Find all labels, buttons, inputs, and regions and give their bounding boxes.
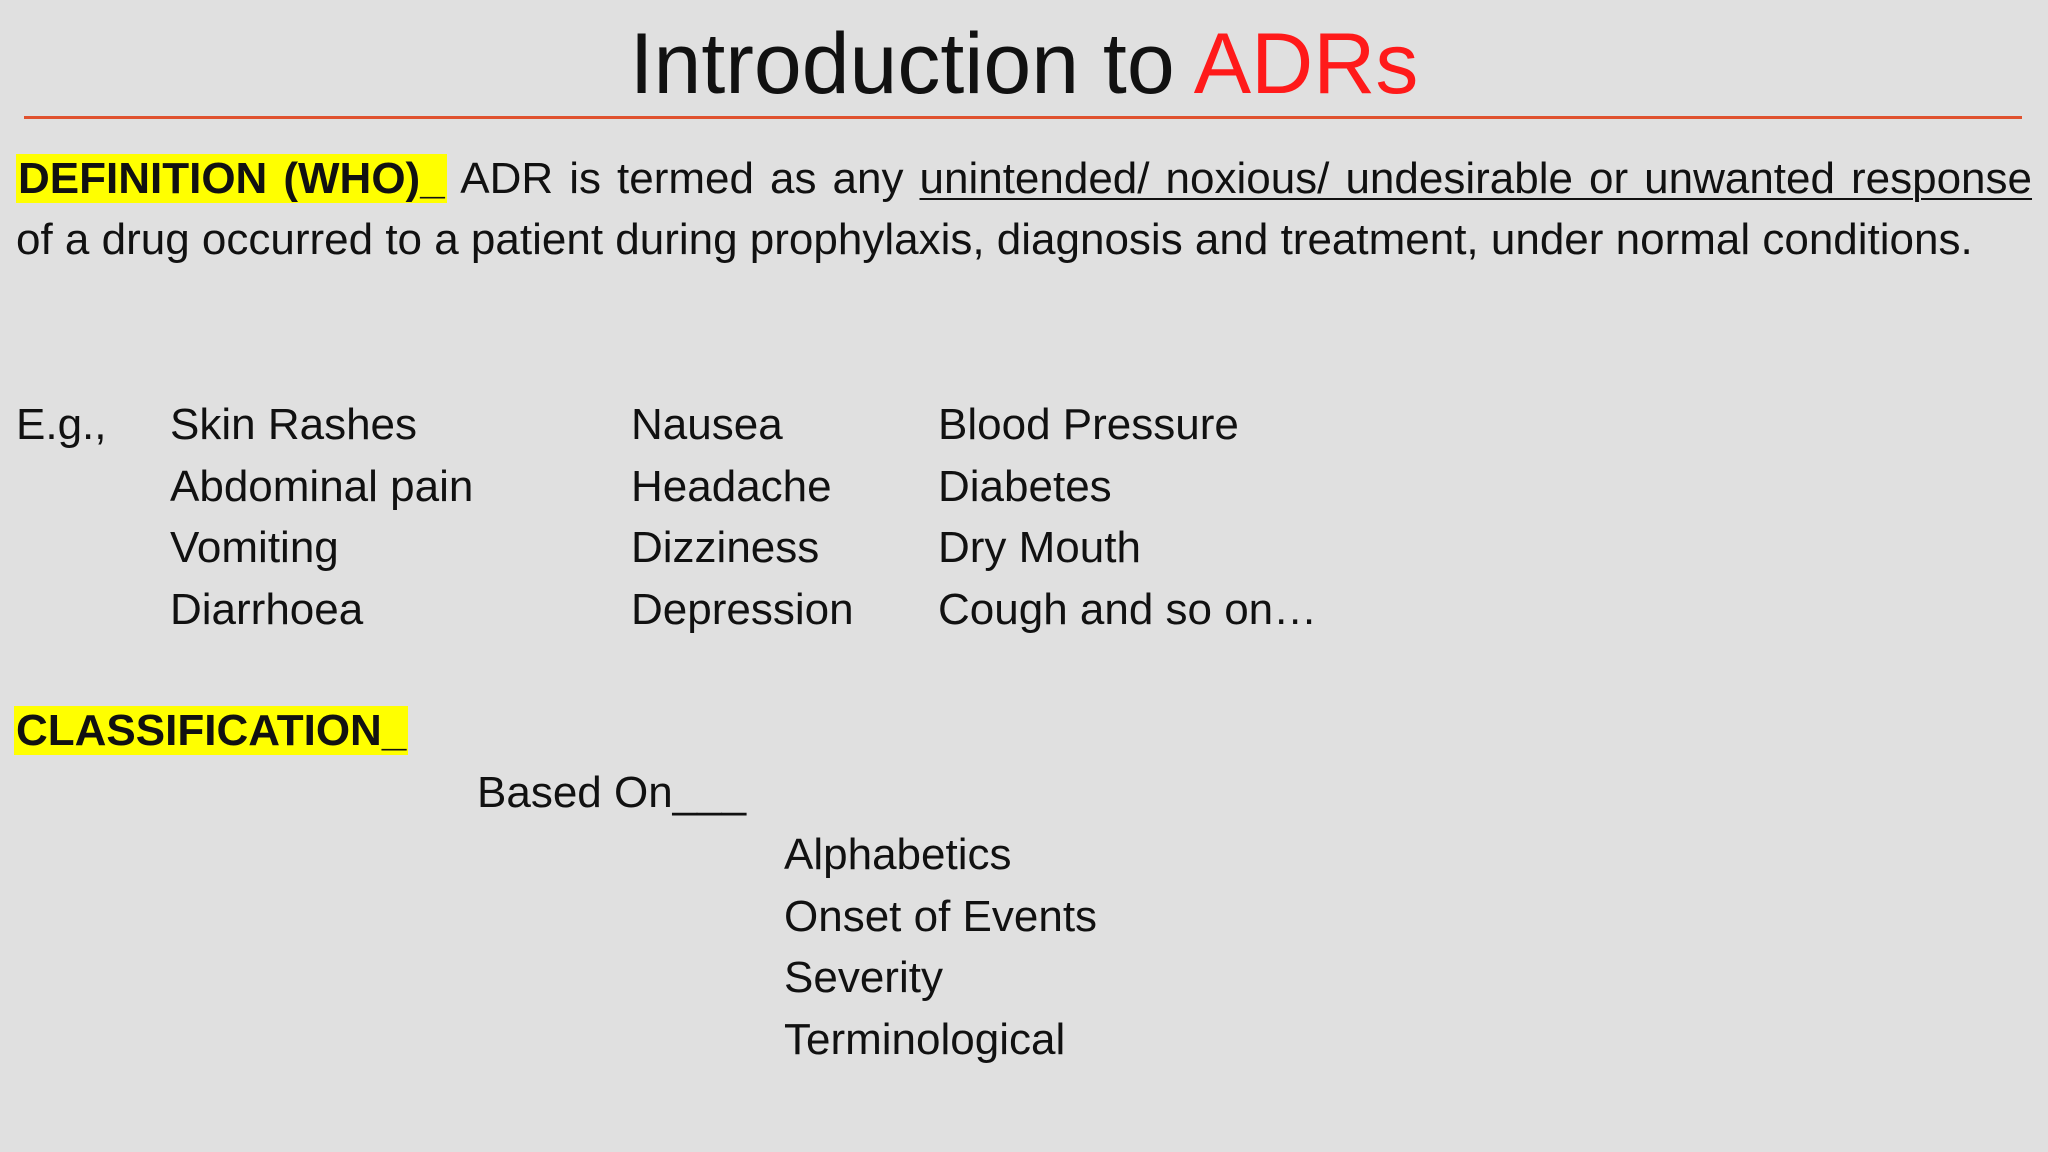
classification-basis-list [784,824,1097,1070]
title-prefix: Introduction to [629,16,1194,112]
basis-item: Alphabetics [784,830,1012,879]
slide-title [0,12,2048,116]
definition-label: DEFINITION (WHO)_ [18,154,445,203]
title-divider [24,116,2022,119]
examples-column-2 [631,394,854,640]
classification-label-row [14,700,408,761]
based-on-label: Based On___ [477,768,747,817]
classification-label: CLASSIFICATION_ [16,706,407,755]
example-item: Headache [631,461,832,511]
example-item: Nausea [631,400,783,449]
example-item: Skin Rashes [170,400,418,449]
examples-column-1 [170,394,473,640]
example-item: Vomiting [170,523,339,572]
basis-item: Onset of Events [784,891,1098,941]
example-item: Abdominal pain [170,461,474,511]
examples-label: E.g., [16,400,107,449]
example-item: Cough and so on… [938,584,1318,634]
basis-item: Severity [784,953,943,1002]
definition-underlined-text: unintended/ noxious/ undesirable or unwanted response [919,154,2033,203]
example-item: Dizziness [631,523,820,572]
basis-item: Terminological [784,1014,1066,1064]
example-item: Diabetes [938,461,1112,511]
example-item: Depression [631,584,854,634]
example-item: Dry Mouth [938,523,1141,572]
definition-text-after: of a drug occurred to a patient during prophylaxis, diagnosis and treatment, under normal conditions. [16,215,1973,264]
title-accent: ADRs [1193,16,1419,112]
definition-text-before: ADR is termed as any [446,154,920,203]
example-item: Diarrhoea [170,584,364,634]
examples-column-3 [938,394,1317,640]
definition-paragraph [16,148,2032,270]
example-item: Blood Pressure [938,400,1239,449]
